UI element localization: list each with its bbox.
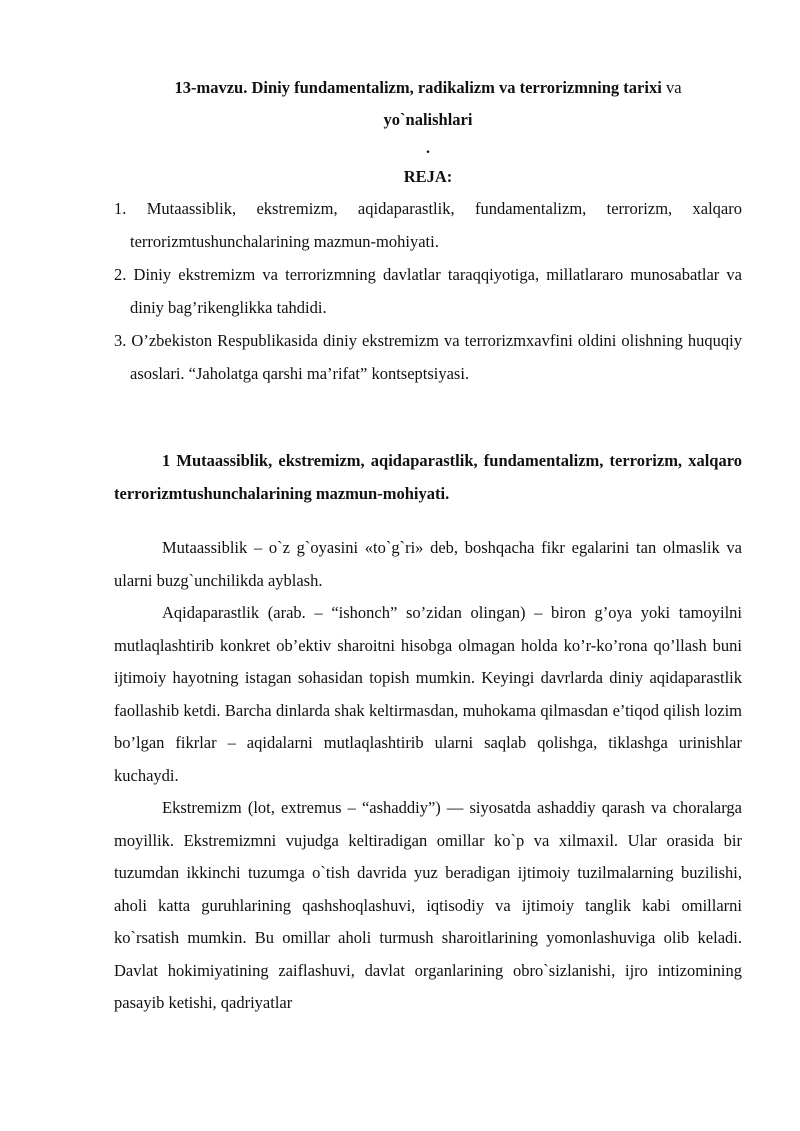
section-heading: 1 Mutaassiblik, ekstremizm, aqidaparastlik, fundamentalizm, terrorizm, xalqaro terrorizmtushunchalarining mazmun-mohiyati. xyxy=(114,451,742,503)
plan-list xyxy=(114,192,742,390)
plan-item: 1. Mutaassiblik, ekstremizm, aqidaparastlik, fundamentalizm, terrorizm, xalqaro terrorizmtushunchalarining mazmun-mohiyati. xyxy=(114,199,742,251)
document-title xyxy=(114,72,742,136)
paragraph-ekstremizm: Ekstremizm (lot, extremus – “ashaddiy”) — siyosatda ashaddiy qarash va choralarga moyillik. Ekstremizmni vujudga keltiradigan omillar ko`p va xilmaxil. Ular orasida bir tuzumdan ikkinchi tuzumga o`tish davrida yuz beradigan ijtimoiy tuzilmalarning buzilishi, aholi katta guruhlarining qashshoqlashuvi, iqtisodiy va ijtimoiy tanglik kabi omillarni ko`rsatish mumkin. Bu omillar aholi turmush sharoitlarining yomonlashuviga olib keladi. Davlat hokimiyatining zaiflashuvi, davlat organlarining obro`sizlanishi, ijro intizomining pasayib ketishi, qadriyatlar xyxy=(114,798,742,1012)
plan-heading: REJA: xyxy=(403,167,453,186)
title-second-line: yo`nalishlari xyxy=(383,110,473,129)
document-page xyxy=(114,72,742,1020)
paragraph-mutaassiblik: Mutaassiblik – o`z g`oyasini «to`g`ri» deb, boshqacha fikr egalarini tan olmaslik va ularni buzg`unchilikda ayblash. xyxy=(114,538,742,590)
paragraph-aqidaparastlik: Aqidaparastlik (arab. – “ishonch” so’zidan olingan) – biron g’oya yoki tamoyilni mutlaqlashtirib konkret ob’ektiv sharoitni hisobga olmagan holda ko’r-ko’rona qo’llash buni ijtimoiy hayotning istagan sohasidan topish mumkin. Keyingi davrlarda diniy aqidaparastlik faollashib ketdi. Barcha dinlarda shak keltirmasdan, muhokama qilmasdan e’tiqod qilish lozim bo’lgan fikrlar – aqidalarni mutlaqlashtirib ularni saqlab qolishga, tiklashga urinishlar kuchaydi. xyxy=(114,603,742,785)
plan-item: 2. Diniy ekstremizm va terrorizmning davlatlar taraqqiyotiga, millatlararo munosabatlar va diniy bag’rikenglikka tahdidi. xyxy=(114,265,742,317)
plan-item: 3. O’zbekiston Respublikasida diniy ekstremizm va terrorizmxavfini oldini olishning huquqiy asoslari. “Jaholatga qarshi ma’rifat” kontseptsiyasi. xyxy=(114,331,742,383)
title-normal-part: va xyxy=(661,78,682,97)
title-bold-part: 13-mavzu. Diniy fundamentalizm, radikalizm va terrorizmning tarixi xyxy=(174,78,662,97)
title-dot: . xyxy=(426,140,430,157)
